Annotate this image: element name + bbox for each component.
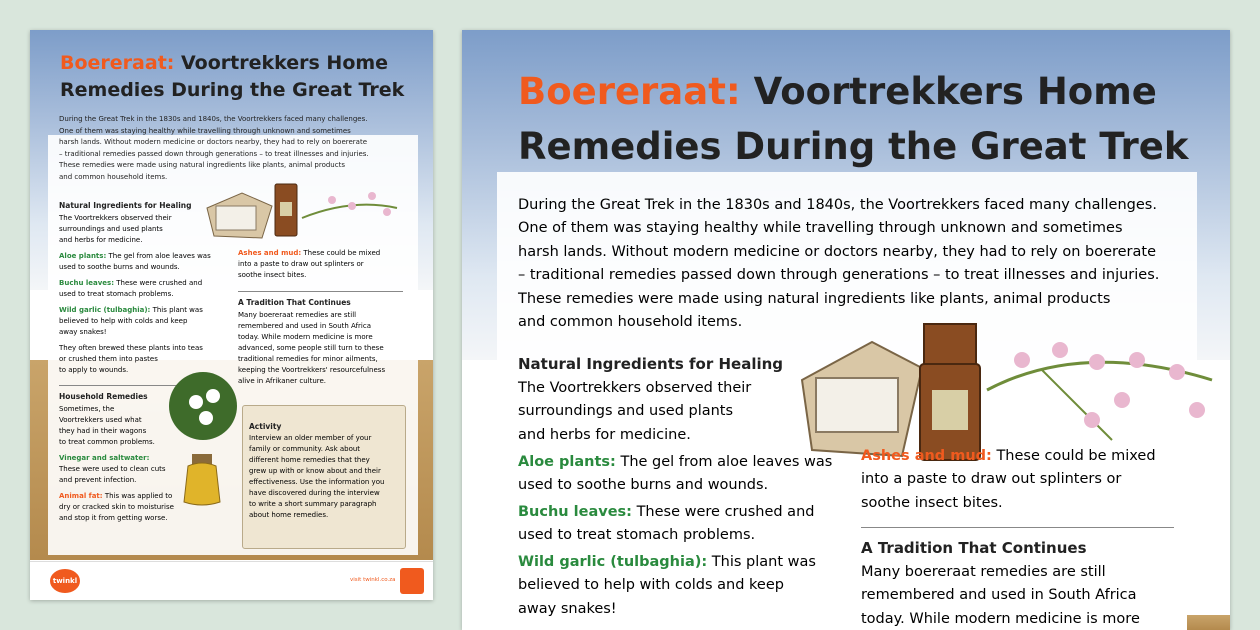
small-remedy-illustration <box>202 178 402 253</box>
large-page <box>462 30 1230 630</box>
tradition-body: Many boereraat remedies are still remembered and used in South Africa today. While modern medicine is more <box>861 564 1140 627</box>
small-buchu: Buchu leaves: These were crushed and used to treat stomach problems. <box>59 279 203 298</box>
small-title-line2: Remedies During the Great Trek <box>60 79 405 101</box>
footer-badge-icon <box>400 568 424 594</box>
small-tradition-heading: A Tradition That Continues <box>238 298 351 307</box>
small-garlic: Wild garlic (tulbaghia): This plant was believed to help with colds and keep away snakes! <box>59 306 203 336</box>
natural-ingredients-heading: Natural Ingredients for Healing <box>518 355 784 373</box>
section-divider <box>861 527 1174 528</box>
small-household-heading: Household Remedies <box>59 392 148 401</box>
ashes-and-mud-item: Ashes and mud: These could be mixed into a paste to draw out splinters or soothe insect bites. <box>861 448 1156 511</box>
footer-url: visit twinkl.co.za <box>350 577 396 583</box>
small-page <box>30 30 433 600</box>
tradition-heading: A Tradition That Continues <box>861 539 1087 557</box>
small-aloe: Aloe plants: The gel from aloe leaves was used to soothe burns and wounds. <box>59 252 211 271</box>
small-activity-heading: Activity <box>249 422 282 431</box>
buchu-leaves-item: Buchu leaves: These were crushed and used to treat stomach problems. <box>518 504 815 544</box>
small-activity-body: Interview an older member of your family or community. Ask about different home remedies that they grew up with or know about and their effectiveness. Use the information you have discovered during the interview to write a short summary paragraph about home remedies. <box>249 434 385 519</box>
aloe-plants-item: Aloe plants: The gel from aloe leaves was used to soothe burns and wounds. <box>518 454 833 494</box>
ground-background <box>1187 615 1230 630</box>
small-intro: During the Great Trek in the 1830s and 1840s, the Voortrekkers faced many challenges. One of them was staying healthy while travelling through unknown and sometimes harsh lands. Without modern medicine or doctors nearby, they had to rely on boererate – traditional remedies passed down through generations – to treat illnesses and injuries. These remedies were made using natural ingredients like plants, animal products and common household items. <box>59 115 369 181</box>
wild-garlic-item: Wild garlic (tulbaghia): This plant was believed to help with colds and keep away snakes! <box>518 554 816 617</box>
small-natural-body: The Voortrekkers observed their surroundings and used plants and herbs for medicine. <box>59 214 172 244</box>
intro-paragraph: During the Great Trek in the 1830s and 1840s, the Voortrekkers faced many challenges. One of them was staying healthy while travelling through unknown and sometimes harsh lands. Without modern medicine or doctors nearby, they had to rely on boererate – traditional remedies passed down through generations – to treat illnesses and injuries. These remedies were made using natural ingredients like plants, animal products and common household items. <box>518 197 1160 331</box>
small-footer <box>30 561 433 600</box>
small-they-often: They often brewed these plants into teas or crushed them into pastes to apply to wounds. <box>59 344 203 374</box>
twinkl-logo: twinkl <box>50 569 80 593</box>
small-tradition-body: Many boereraat remedies are still remembered and used in South Africa today. While modern medicine is more advanced, some people still turn to these traditional remedies for minor ailments, keeping the Voortrekkers' resourcefulness alive in Afrikaner culture. <box>238 311 386 385</box>
small-garlic-flower-image <box>158 362 248 512</box>
small-rule-right <box>238 291 403 292</box>
page-title-line1: Boereraat: Voortrekkers Home <box>518 70 1157 113</box>
small-animal: Animal fat: This was applied to dry or cracked skin to moisturise and stop it from getting worse. <box>59 492 174 522</box>
page-title-line2: Remedies During the Great Trek <box>518 125 1189 168</box>
small-natural-heading: Natural Ingredients for Healing <box>59 201 192 210</box>
small-title-line1: Boereraat: Voortrekkers Home <box>60 52 389 74</box>
natural-ingredients-body: The Voortrekkers observed their surroundings and used plants and herbs for medicine. <box>518 380 752 443</box>
small-household-body: Sometimes, the Voortrekkers used what they had in their wagons to treat common problems. <box>59 405 155 446</box>
small-vinegar: Vinegar and saltwater: These were used to clean cuts and prevent infection. <box>59 454 166 484</box>
small-ashes: Ashes and mud: These could be mixed into a paste to draw out splinters or soothe insect bites. <box>238 249 381 279</box>
